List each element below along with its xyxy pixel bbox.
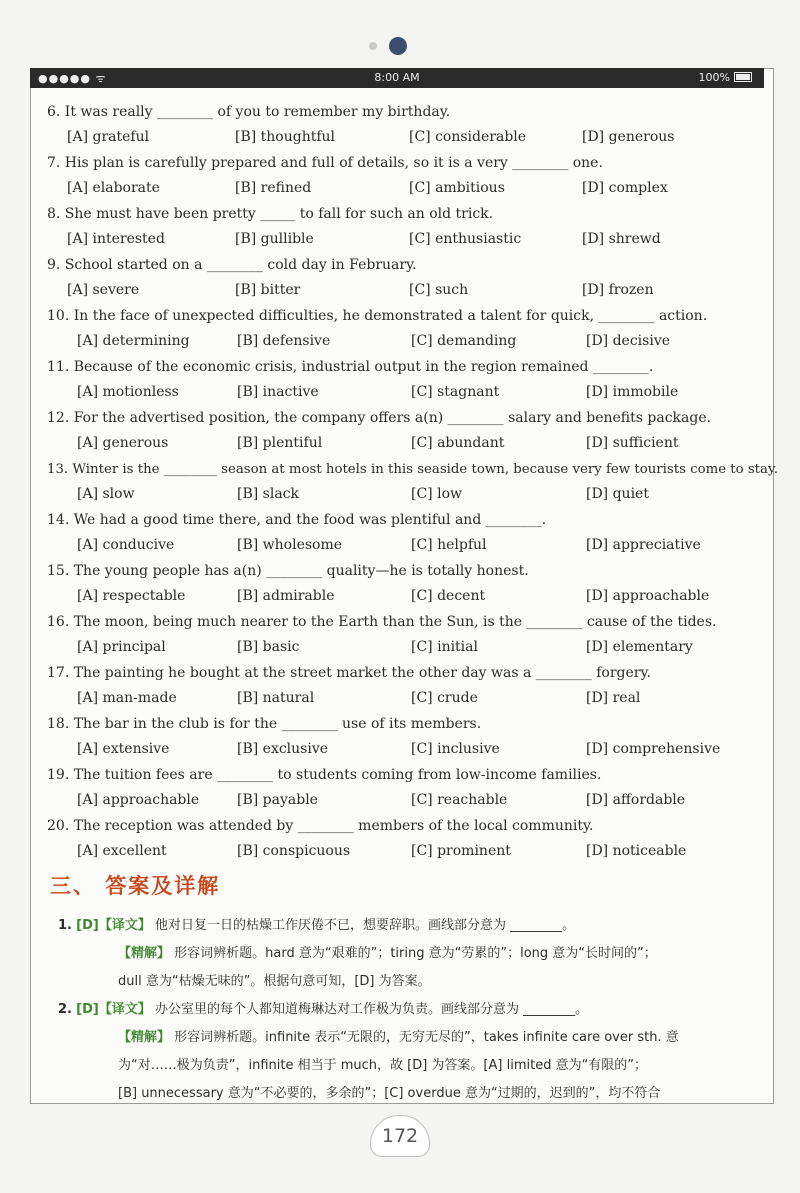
question-13 [47, 457, 778, 508]
option-b: [B] defensive [237, 333, 331, 349]
question-11 [47, 355, 765, 406]
option-a: [A] grateful [67, 129, 150, 145]
question-stem: 8. She must have been pretty _____ to fall for such an old trick. [47, 206, 494, 222]
translation-text: 办公室里的每个人都知道梅琳达对工作极为负责。画线部分意为 ________。 [154, 1002, 589, 1017]
option-c: [C] such [409, 282, 469, 298]
question-stem: 10. In the face of unexpected difficulties, he demonstrated a talent for quick, ________ action. [47, 308, 708, 324]
question-options [47, 227, 765, 252]
option-b: [B] payable [237, 792, 318, 808]
question-options [47, 380, 765, 405]
option-a: [A] severe [67, 282, 140, 298]
option-b: [B] refined [235, 180, 312, 196]
option-a: [A] excellent [77, 843, 167, 859]
explanation-text: 为“对……极为负责”，infinite 相当于 much，故 [D] 为答案。[A] limited 意为“有限的”； [118, 1058, 648, 1073]
explanation-tag: 【精解】 [118, 946, 171, 961]
option-a: [A] respectable [77, 588, 186, 604]
option-c: [C] enthusiastic [409, 231, 522, 247]
option-b: [B] wholesome [237, 537, 343, 553]
option-a: [A] slow [77, 486, 135, 502]
option-b: [B] plentiful [237, 435, 323, 451]
question-stem: 17. The painting he bought at the street market the other day was a ________ forgery. [47, 665, 651, 681]
question-options [47, 125, 765, 150]
option-c: [C] initial [411, 639, 478, 655]
question-options [47, 737, 765, 762]
option-d: [D] affordable [586, 792, 686, 808]
question-stem: 14. We had a good time there, and the food was plentiful and ________. [47, 512, 547, 528]
question-18 [47, 712, 765, 763]
question-stem: 7. His plan is carefully prepared and full of details, so it is a very ________ one. [47, 155, 603, 171]
explanation-text: [B] unnecessary 意为“不必要的，多余的”；[C] overdue 意为“过期的，迟到的”，均不符合 [118, 1086, 661, 1101]
option-a: [A] motionless [77, 384, 179, 400]
option-a: [A] conducive [77, 537, 175, 553]
section-title: 三、 答案及详解 [50, 874, 221, 898]
translation-text: 他对日复一日的枯燥工作厌倦不已，想要辞职。画线部分意为 ________。 [154, 918, 576, 933]
option-a: [A] approachable [77, 792, 200, 808]
question-stem: 9. School started on a ________ cold day in February. [47, 257, 417, 273]
question-options [47, 584, 765, 609]
answer-explanations [58, 912, 758, 1108]
option-d: [D] generous [582, 129, 675, 145]
status-time: 8:00 AM [374, 71, 420, 84]
option-b: [B] slack [237, 486, 299, 502]
signal-icon: ●●●●● ᯤ [38, 72, 107, 85]
option-a: [A] generous [77, 435, 169, 451]
option-b: [B] gullible [235, 231, 314, 247]
option-d: [D] noticeable [586, 843, 687, 859]
translation-tag: 【译文】 [98, 918, 151, 933]
camera-dot-icon [369, 42, 377, 50]
answer-2-explanation-cont [58, 1080, 758, 1108]
question-options [47, 278, 765, 303]
option-c: [C] prominent [411, 843, 511, 859]
option-b: [B] inactive [237, 384, 319, 400]
option-d: [D] quiet [586, 486, 649, 502]
question-stem: 13. Winter is the ________ season at most hotels in this seaside town, because very few tourists come to stay. [47, 462, 778, 477]
option-d: [D] sufficient [586, 435, 679, 451]
option-a: [A] man-made [77, 690, 177, 706]
option-c: [C] low [411, 486, 462, 502]
question-12 [47, 406, 765, 457]
explanation-text: 形容词辨析题。infinite 表示“无限的，无穷无尽的”，takes infinite care over sth. 意 [174, 1030, 679, 1045]
option-c: [C] considerable [409, 129, 527, 145]
option-d: [D] comprehensive [586, 741, 721, 757]
option-d: [D] frozen [582, 282, 654, 298]
option-d: [D] approachable [586, 588, 710, 604]
option-d: [D] immobile [586, 384, 679, 400]
option-b: [B] basic [237, 639, 300, 655]
question-20 [47, 814, 765, 865]
option-d: [D] real [586, 690, 641, 706]
option-b: [B] exclusive [237, 741, 329, 757]
option-b: [B] natural [237, 690, 315, 706]
question-stem: 19. The tuition fees are ________ to students coming from low-income families. [47, 767, 602, 783]
question-19 [47, 763, 765, 814]
question-stem: 6. It was really ________ of you to remember my birthday. [47, 104, 451, 120]
question-10 [47, 304, 765, 355]
answer-2-explanation-cont [58, 1052, 758, 1080]
battery-icon [734, 72, 752, 82]
question-options [47, 533, 765, 558]
question-list [47, 100, 778, 865]
answer-number: 2. [58, 1002, 72, 1017]
answer-2-explanation [58, 1024, 758, 1052]
option-d: [D] complex [582, 180, 668, 196]
question-options [47, 686, 765, 711]
answer-2-translation [58, 996, 758, 1024]
question-14 [47, 508, 765, 559]
option-b: [B] bitter [235, 282, 301, 298]
question-stem: 12. For the advertised position, the company offers a(n) ________ salary and benefits package. [47, 410, 712, 426]
explanation-tag: 【精解】 [118, 1030, 171, 1045]
page-footer [0, 1115, 800, 1157]
explanation-text: dull 意为“枯燥无味的”。根据句意可知，[D] 为答案。 [118, 974, 431, 989]
camera-icon [389, 37, 407, 55]
option-c: [C] abundant [411, 435, 505, 451]
answer-key: [D] [76, 918, 99, 933]
option-d: [D] shrewd [582, 231, 661, 247]
answer-1-explanation-cont [58, 968, 758, 996]
question-options [47, 635, 765, 660]
answer-1-explanation [58, 940, 758, 968]
answer-1-translation [58, 912, 758, 940]
battery-status [699, 71, 752, 84]
question-options [47, 329, 765, 354]
question-options [47, 788, 765, 813]
question-9 [47, 253, 765, 304]
option-c: [C] inclusive [411, 741, 500, 757]
option-c: [C] crude [411, 690, 478, 706]
question-stem: 20. The reception was attended by ________ members of the local community. [47, 818, 594, 834]
question-options [47, 176, 765, 201]
page-number: 172 [370, 1115, 430, 1157]
answer-number: 1. [58, 918, 72, 933]
question-8 [47, 202, 765, 253]
question-16 [47, 610, 765, 661]
option-c: [C] decent [411, 588, 486, 604]
option-a: [A] principal [77, 639, 166, 655]
translation-tag: 【译文】 [98, 1002, 151, 1017]
question-stem: 18. The bar in the club is for the ________ use of its members. [47, 716, 482, 732]
option-d: [D] appreciative [586, 537, 701, 553]
question-stem: 11. Because of the economic crisis, industrial output in the region remained ________. [47, 359, 654, 375]
option-b: [B] conspicuous [237, 843, 351, 859]
option-c: [C] reachable [411, 792, 508, 808]
option-c: [C] ambitious [409, 180, 505, 196]
question-stem: 16. The moon, being much nearer to the Earth than the Sun, is the ________ cause of the tides. [47, 614, 717, 630]
option-d: [D] elementary [586, 639, 693, 655]
question-6 [47, 100, 765, 151]
question-7 [47, 151, 765, 202]
option-a: [A] determining [77, 333, 190, 349]
option-b: [B] thoughtful [235, 129, 336, 145]
option-c: [C] helpful [411, 537, 487, 553]
question-15 [47, 559, 765, 610]
explanation-text: 形容词辨析题。hard 意为“艰难的”；tiring 意为“劳累的”；long 意为“长时间的”； [174, 946, 657, 961]
option-a: [A] extensive [77, 741, 170, 757]
question-stem: 15. The young people has a(n) ________ quality—he is totally honest. [47, 563, 529, 579]
option-b: [B] admirable [237, 588, 335, 604]
option-c: [C] stagnant [411, 384, 500, 400]
option-a: [A] elaborate [67, 180, 160, 196]
option-c: [C] demanding [411, 333, 517, 349]
answer-key: [D] [76, 1002, 99, 1017]
question-options [47, 839, 765, 864]
option-d: [D] decisive [586, 333, 671, 349]
question-17 [47, 661, 765, 712]
battery-percent: 100% [698, 71, 730, 84]
question-options [47, 482, 765, 507]
option-a: [A] interested [67, 231, 165, 247]
question-options [47, 431, 765, 456]
status-bar [30, 68, 764, 88]
